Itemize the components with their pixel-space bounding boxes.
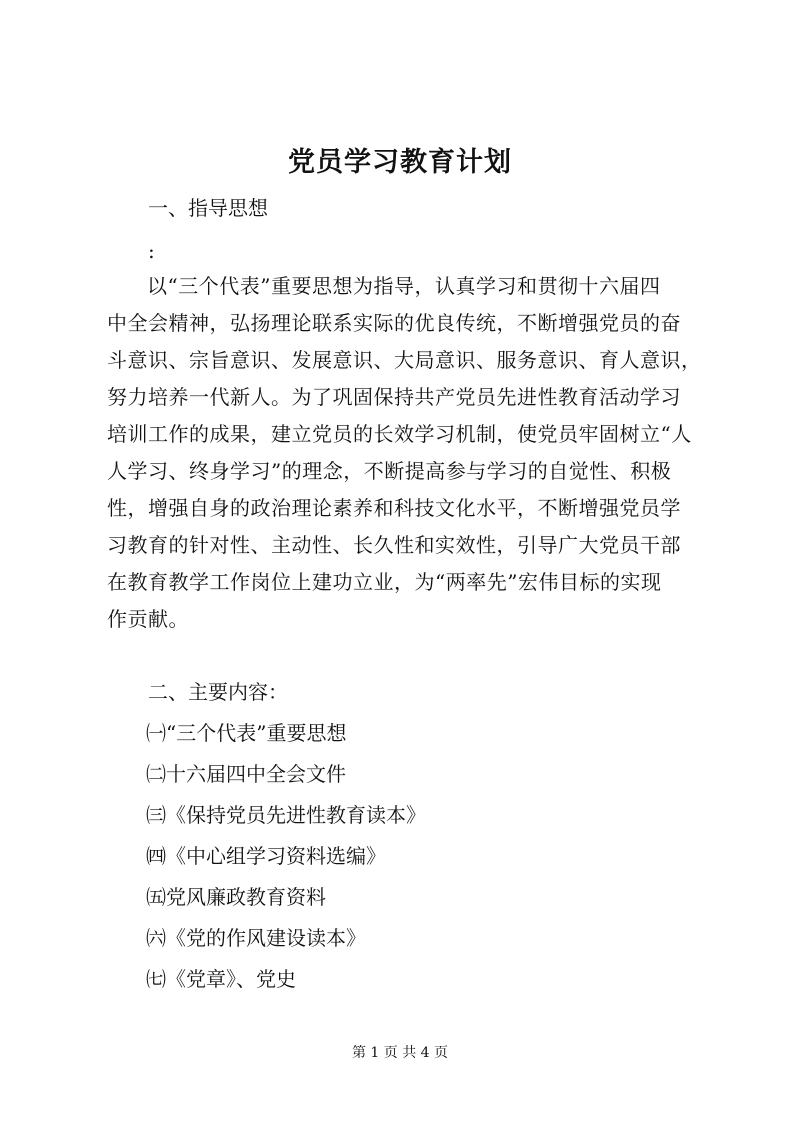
body-line: 性，增强自身的政治理论素养和科技文化水平，不断增强党员学: [107, 496, 681, 520]
document-title: 党员学习教育计划: [288, 147, 512, 178]
list-item: ㈣《中心组学习资料选编》: [146, 844, 386, 868]
body-line: 斗意识、宗旨意识、发展意识、大局意识、服务意识、育人意识，: [107, 348, 702, 372]
body-line: 以“三个代表”重要思想为指导，认真学习和贯彻十六届四: [147, 274, 661, 298]
body-line: 人学习、终身学习”的理念，不断提高参与学习的自觉性、积极: [107, 459, 672, 483]
page-footer: 第 1 页 共 4 页: [351, 1045, 449, 1061]
body-line: 中全会精神，弘扬理论联系实际的优良传统，不断增强党员的奋: [107, 311, 681, 335]
list-item: ㈤党风廉政教育资料: [146, 885, 326, 909]
content-list: [146, 713, 426, 1000]
list-item: ㈢《保持党员先进性教育读本》: [146, 803, 426, 827]
colon-mark: :: [148, 239, 155, 263]
body-line: 努力培养一代新人。为了巩固保持共产党员先进性教育活动学习: [107, 385, 681, 409]
list-item: ㈦《党章》、党史: [146, 967, 296, 991]
body-line: 在教育教学工作岗位上建功立业，为“两率先”宏伟目标的实现: [107, 570, 662, 594]
section-heading-main-content: 二、主要内容：: [148, 680, 288, 704]
list-item: ㈥《党的作风建设读本》: [146, 926, 366, 950]
list-item: ㈠“三个代表”重要思想: [146, 721, 347, 745]
section-heading-guiding-thought: 一、指导思想: [148, 196, 268, 220]
body-line: 习教育的针对性、主动性、长久性和实效性，引导广大党员干部: [107, 533, 681, 557]
list-item: ㈡十六届四中全会文件: [146, 762, 346, 786]
body-paragraph: [107, 268, 707, 638]
body-line: 培训工作的成果，建立党员的长效学习机制，使党员牢固树立“人: [107, 422, 692, 446]
body-line: 作贡献。: [107, 607, 189, 631]
